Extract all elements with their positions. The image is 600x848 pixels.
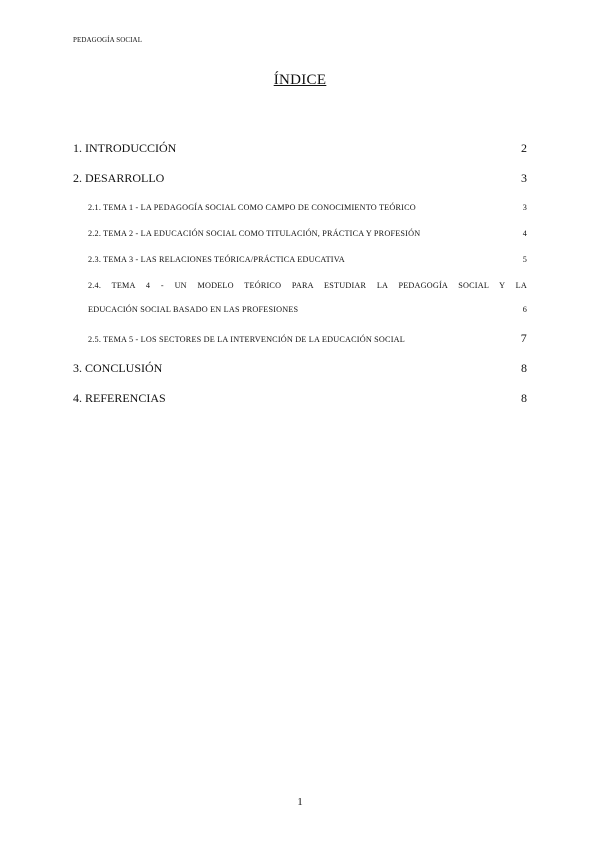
toc-entry-page: 6	[522, 305, 527, 314]
page-title: ÍNDICE	[273, 72, 327, 88]
running-header: PEDAGOGÍA SOCIAL	[73, 36, 143, 44]
toc-entry-page: 8	[521, 391, 527, 405]
toc-entry-page: 8	[521, 361, 527, 375]
toc-entry-label: 2.3. TEMA 3 - LAS RELACIONES TEÓRICA/PRÁCTICA EDUCATIVA	[88, 255, 345, 264]
toc-entry-page: 3	[522, 203, 527, 212]
toc-entry-referencias[interactable]	[73, 391, 527, 406]
toc-entry-page: 5	[522, 255, 527, 264]
toc-entry-tema-2[interactable]	[88, 229, 527, 238]
toc-entry-tema-3[interactable]	[88, 255, 527, 264]
toc-entry-label: 2.1. TEMA 1 - LA PEDAGOGÍA SOCIAL COMO CAMPO DE CONOCIMIENTO TEÓRICO	[88, 203, 416, 212]
toc-entry-page: 2	[521, 141, 527, 155]
toc-entry-label: 4. REFERENCIAS	[73, 391, 166, 405]
toc-entry-page: 7	[520, 331, 527, 345]
toc-entry-label: 1. INTRODUCCIÓN	[73, 141, 177, 155]
toc-entry-introduccion[interactable]	[73, 141, 527, 156]
toc-entry-label: 2. DESARROLLO	[73, 171, 165, 185]
toc-entry-label-line1: 2.4. TEMA 4 - UN MODELO TEÓRICO PARA ESTUDIAR LA PEDAGOGÍA SOCIAL Y LA	[88, 281, 527, 290]
toc-entry-page: 4	[522, 229, 527, 238]
toc-entry-label-line2: EDUCACIÓN SOCIAL BASADO EN LAS PROFESIONES	[88, 305, 299, 314]
toc-entry-page: 3	[521, 171, 527, 185]
toc-entry-label: 3. CONCLUSIÓN	[73, 361, 163, 375]
toc-entry-tema-5[interactable]	[88, 331, 527, 346]
toc-entry-label: 2.2. TEMA 2 - LA EDUCACIÓN SOCIAL COMO TITULACIÓN, PRÁCTICA Y PROFESIÓN	[88, 229, 421, 238]
toc-entry-tema-1[interactable]	[88, 203, 527, 212]
page-number: 1	[297, 796, 303, 808]
toc-entry-desarrollo[interactable]	[73, 171, 527, 186]
toc-entry-tema-4[interactable]	[88, 274, 527, 322]
toc-entry-label: 2.5. TEMA 5 - LOS SECTORES DE LA INTERVENCIÓN DE LA EDUCACIÓN SOCIAL	[88, 335, 405, 344]
toc-entry-conclusion[interactable]	[73, 361, 527, 376]
